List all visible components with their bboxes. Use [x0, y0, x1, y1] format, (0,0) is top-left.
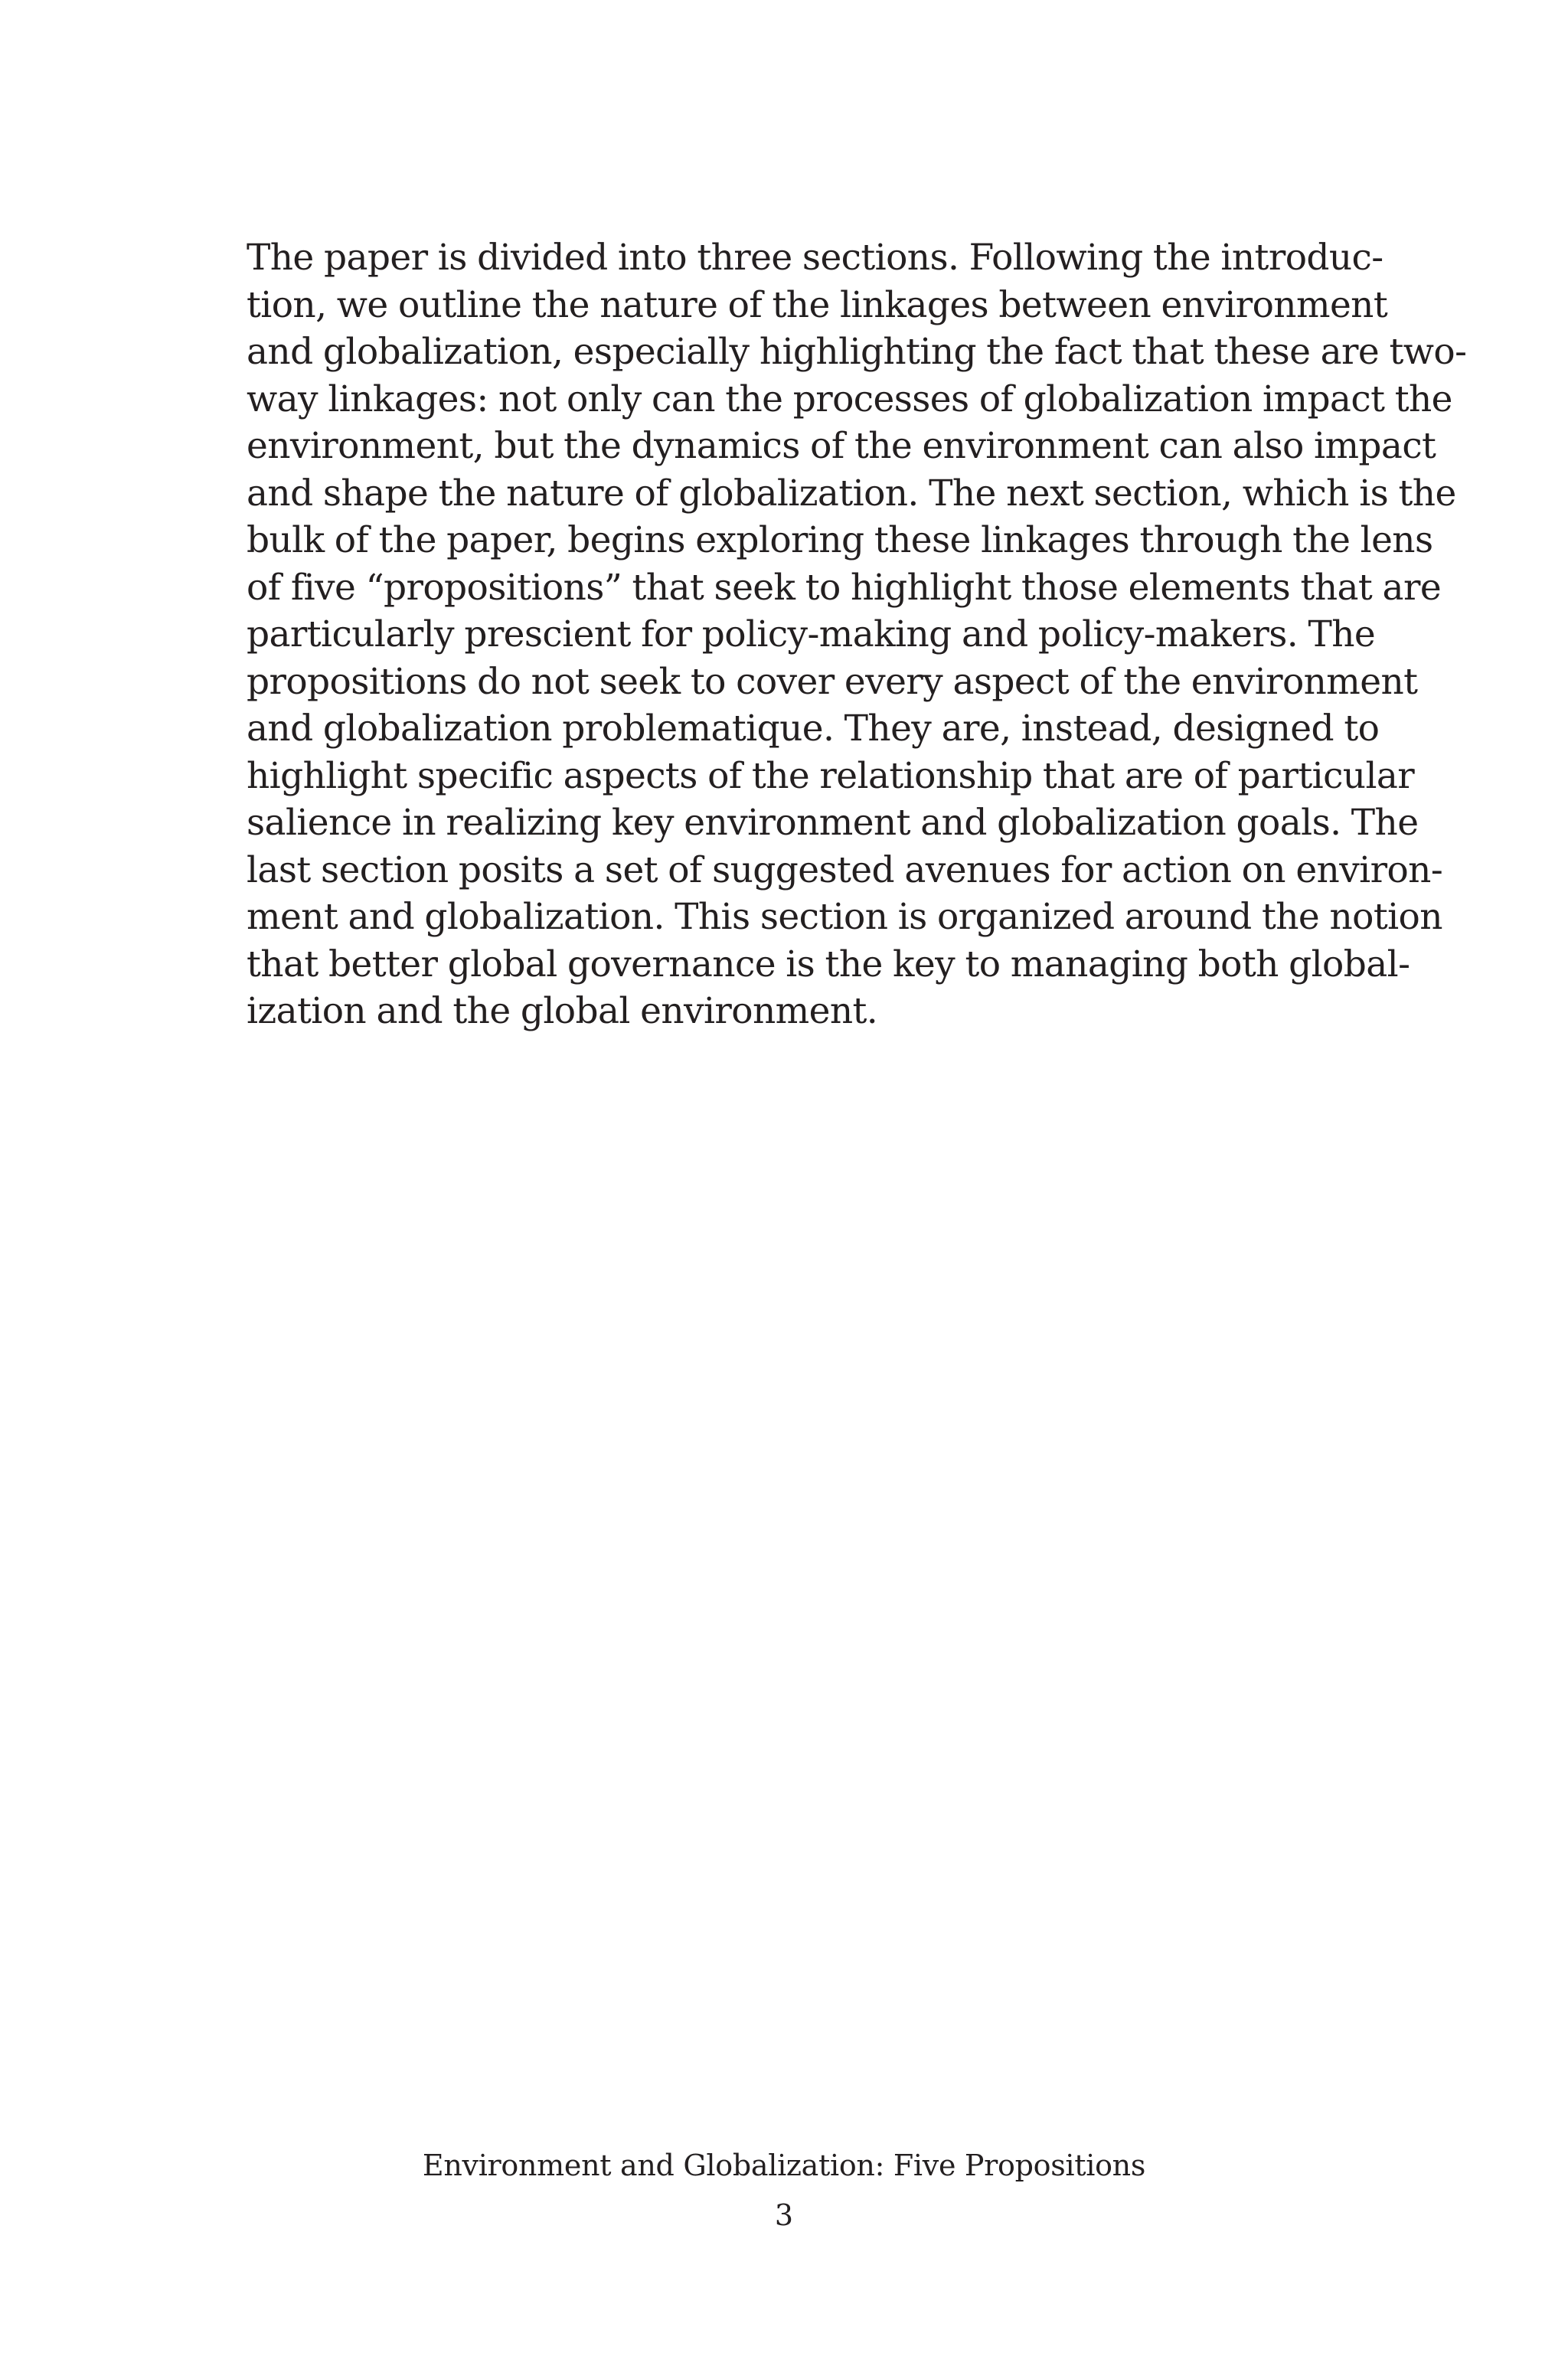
paragraph-line: of five “propositions” that seek to highlight those elements that are [247, 566, 1442, 609]
paragraph-line: bulk of the paper, begins exploring these linkages through the lens [247, 519, 1433, 561]
paragraph-line: tion, we outline the nature of the linkages between environment [247, 283, 1388, 326]
running-footer-title: Environment and Globalization: Five Propositions [422, 2149, 1146, 2182]
body-paragraph [247, 234, 1467, 1035]
paragraph-line: and globalization, especially highlighting the fact that these are two- [247, 331, 1467, 373]
paragraph-line: that better global governance is the key to managing both global- [247, 943, 1410, 985]
paragraph-line: and shape the nature of globalization. The next section, which is the [247, 472, 1456, 515]
paragraph-line: The paper is divided into three sections. Following the introduc- [247, 237, 1383, 279]
paragraph-line: and globalization problematique. They are, instead, designed to [247, 708, 1380, 750]
paragraph-line: particularly prescient for policy-making and policy-makers. The [247, 613, 1376, 655]
paragraph-line: environment, but the dynamics of the environment can also impact [247, 425, 1436, 467]
paragraph-line: ment and globalization. This section is organized around the notion [247, 896, 1442, 938]
paragraph-line-last: ization and the global environment. [247, 990, 878, 1032]
paragraph-line: last section posits a set of suggested avenues for action on environ- [247, 848, 1443, 891]
paragraph-line: highlight specific aspects of the relationship that are of particular [247, 754, 1415, 797]
page-number: 3 [774, 2198, 794, 2232]
paragraph-line: way linkages: not only can the processes of globalization impact the [247, 377, 1452, 420]
paragraph-line: propositions do not seek to cover every aspect of the environment [247, 660, 1418, 703]
paragraph-line: salience in realizing key environment and globalization goals. The [247, 802, 1419, 844]
